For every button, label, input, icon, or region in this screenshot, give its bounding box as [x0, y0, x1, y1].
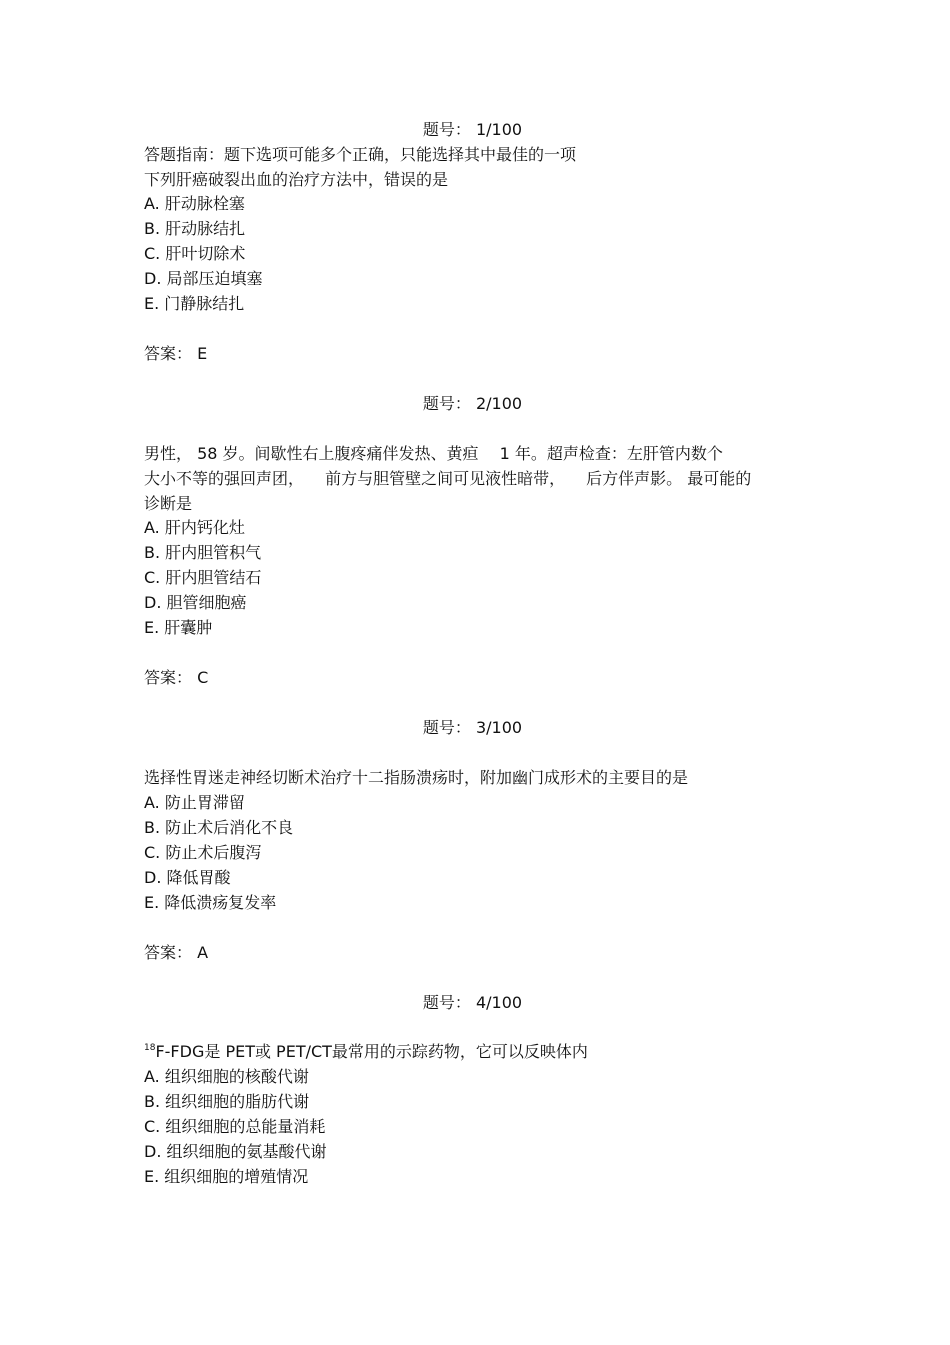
question-4-option-e: E. 组织细胞的增殖情况: [144, 1167, 309, 1186]
question-3-option-d: D. 降低胃酸: [144, 868, 231, 887]
question-1-option-a: A. 肝动脉栓塞: [144, 194, 245, 213]
question-3-option-b: B. 防止术后消化不良: [144, 818, 294, 837]
question-2-option-a: A. 肝内钙化灶: [144, 518, 245, 537]
question-1-option-c: C. 肝叶切除术: [144, 244, 246, 263]
question-1-answer: 答案： E: [144, 344, 208, 363]
question-2-stem-line-3: 诊断是: [144, 494, 193, 513]
question-4-option-a: A. 组织细胞的核酸代谢: [144, 1067, 309, 1086]
question-2-stem-line-2: 大小不等的强回声团， 前方与胆管壁之间可见液性暗带， 后方伴声影。 最可能的: [144, 469, 752, 488]
question-2-number: 题号： 2/100: [422, 394, 523, 413]
question-2-option-d: D. 胆管细胞癌: [144, 593, 247, 612]
question-2-option-c: C. 肝内胆管结石: [144, 568, 262, 587]
question-3-option-c: C. 防止术后腹泻: [144, 843, 262, 862]
question-1-stem: 下列肝癌破裂出血的治疗方法中，错误的是: [144, 170, 449, 189]
question-4-stem-text: F-FDG是 PET或 PET/CT最常用的示踪药物，它可以反映体内: [155, 1042, 588, 1061]
question-4-stem-superscript: 18: [144, 1043, 156, 1053]
question-3-stem: 选择性胃迷走神经切断术治疗十二指肠溃疡时，附加幽门成形术的主要目的是: [144, 768, 689, 787]
question-4-option-c: C. 组织细胞的总能量消耗: [144, 1117, 326, 1136]
question-2-answer: 答案： C: [144, 668, 209, 687]
question-3-option-a: A. 防止胃滞留: [144, 793, 245, 812]
question-2-stem-line-1: 男性， 58 岁。间歇性右上腹疼痛伴发热、黄疸 1 年。超声检查：左肝管内数个: [144, 444, 723, 463]
question-4-option-d: D. 组织细胞的氨基酸代谢: [144, 1142, 327, 1161]
question-4-option-b: B. 组织细胞的脂肪代谢: [144, 1092, 310, 1111]
question-4-stem: [144, 1042, 588, 1062]
question-3-answer: 答案： A: [144, 943, 209, 962]
question-1-option-d: D. 局部压迫填塞: [144, 269, 263, 288]
question-4-number: 题号： 4/100: [422, 993, 523, 1012]
question-1-option-e: E. 门静脉结扎: [144, 294, 245, 313]
question-1-number: 题号： 1/100: [422, 120, 523, 139]
question-2-option-e: E. 肝囊肿: [144, 618, 213, 637]
question-1-guide: 答题指南：题下选项可能多个正确，只能选择其中最佳的一项: [144, 145, 577, 164]
question-3-number: 题号： 3/100: [422, 718, 523, 737]
question-1-option-b: B. 肝动脉结扎: [144, 219, 246, 238]
question-2-option-b: B. 肝内胆管积气: [144, 543, 262, 562]
question-3-option-e: E. 降低溃疡复发率: [144, 893, 277, 912]
